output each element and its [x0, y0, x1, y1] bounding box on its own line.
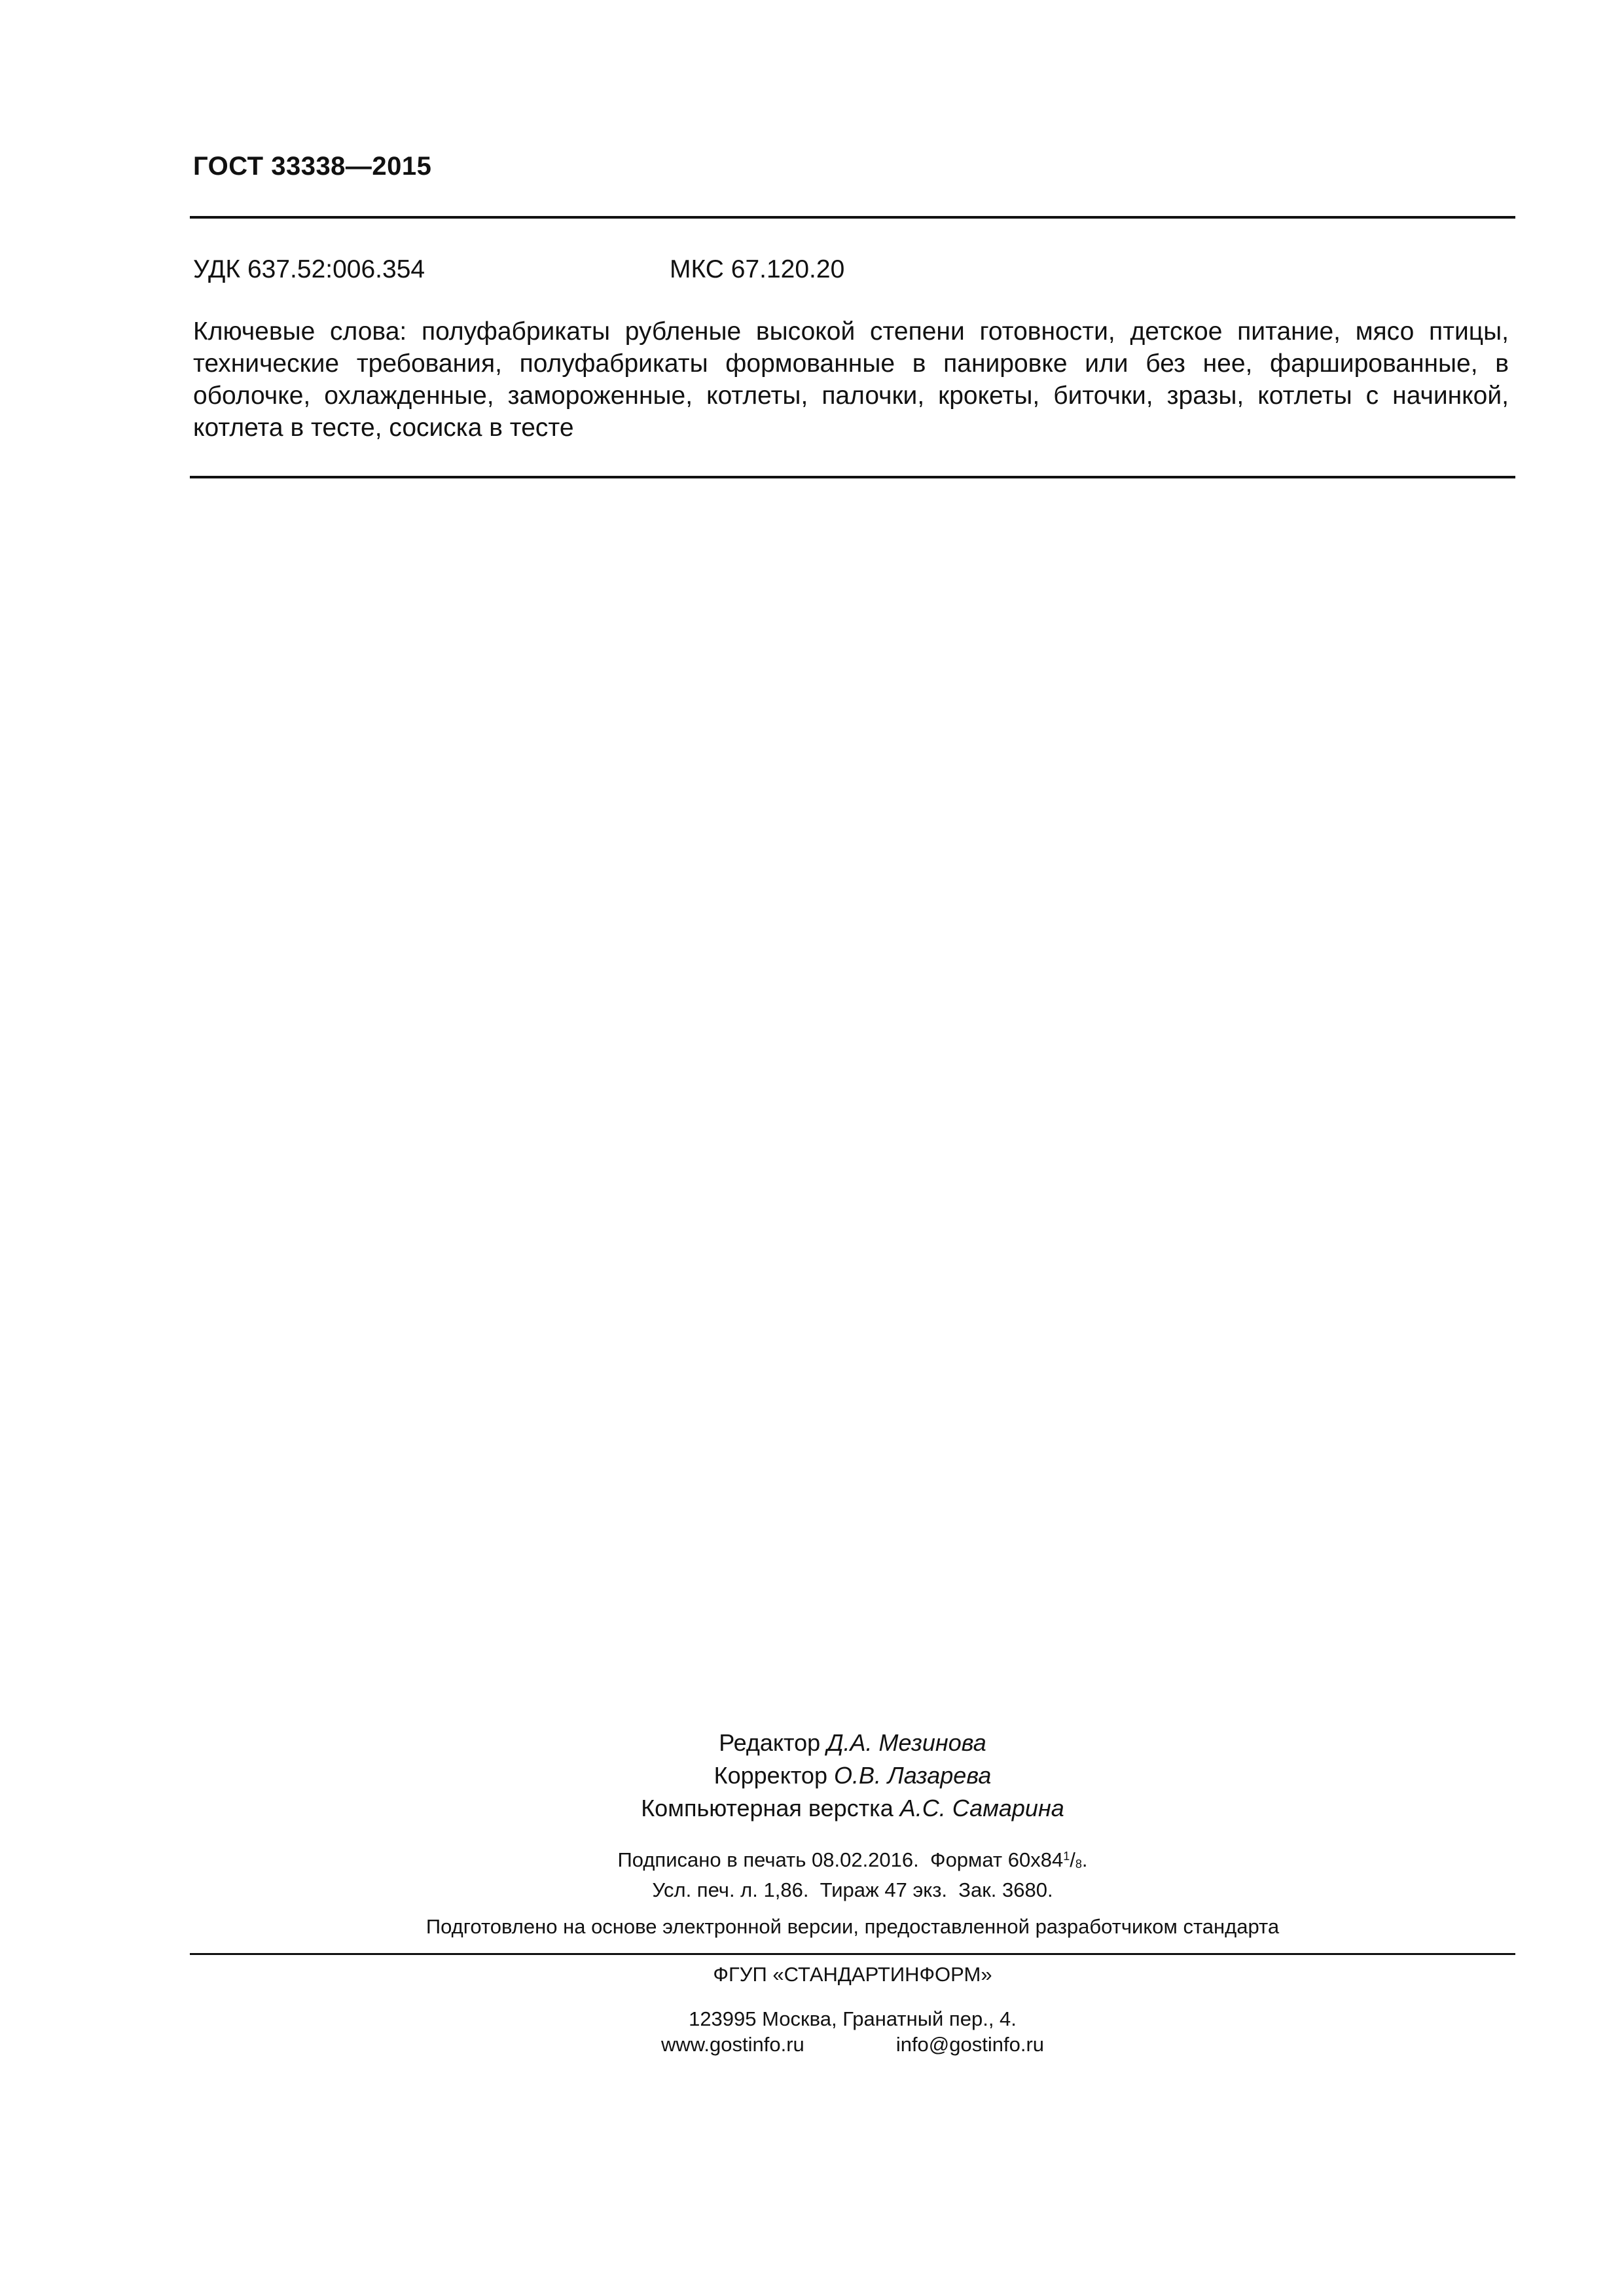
keywords-paragraph: Ключевые слова: полуфабрикаты рубленые высокой степени готовности, детское питание, мясо птицы, технические требования, полуфабрикаты формованные в панировке или без нее, фаршированные, в оболочке, охлажденные, замороженные, котлеты, палочки, крокеты, биточки, зразы, котлеты с начинкой, котлета в тесте, сосиска в тесте — [193, 317, 1509, 442]
format-numerator: 1 — [1063, 1850, 1070, 1863]
publisher-name: ФГУП «СТАНДАРТИНФОРМ» — [713, 1963, 992, 1986]
website-link[interactable]: www.gostinfo.ru — [660, 2033, 804, 2056]
email-link[interactable]: info@gostinfo.ru — [895, 2033, 1045, 2056]
prepared-note: Подготовлено на основе электронной версии, предоставленной разработчиком стандарта — [425, 1915, 1280, 1938]
keywords-divider — [190, 476, 1515, 478]
print-signed-line — [190, 1844, 1515, 1877]
credits-block — [190, 1727, 1515, 1825]
standard-code-header: ГОСТ 33338—2015 — [193, 152, 432, 181]
corrector-name: О.В. Лазарева — [834, 1762, 992, 1789]
mks-code: МКС 67.120.20 — [670, 255, 845, 283]
publisher-address-block — [190, 2006, 1515, 2057]
corrector-line — [190, 1759, 1515, 1792]
publisher-contacts — [190, 2032, 1515, 2057]
editor-name: Д.А. Мезинова — [827, 1729, 986, 1756]
format-denominator: 8 — [1075, 1857, 1082, 1871]
layout-name: А.С. Самарина — [899, 1795, 1064, 1821]
format-end: . — [1081, 1848, 1088, 1871]
signed-date: Подписано в печать 08.02.2016. — [617, 1848, 919, 1871]
print-info-block — [190, 1844, 1515, 1903]
editor-role: Редактор — [719, 1729, 821, 1756]
format-prefix: Формат 60х84 — [930, 1848, 1064, 1871]
publisher-address: 123995 Москва, Гранатный пер., 4. — [689, 2007, 1017, 2030]
format-slash: / — [1070, 1848, 1075, 1871]
layout-role: Компьютерная верстка — [641, 1795, 893, 1821]
udk-code: УДК 637.52:006.354 — [193, 255, 425, 283]
editor-line — [190, 1727, 1515, 1759]
top-divider — [190, 216, 1515, 219]
publisher-divider — [190, 1953, 1515, 1955]
layout-line — [190, 1792, 1515, 1825]
corrector-role: Корректор — [713, 1762, 827, 1789]
print-stats-line: Усл. печ. л. 1,86. Тираж 47 экз. Зак. 3680. — [652, 1878, 1053, 1901]
